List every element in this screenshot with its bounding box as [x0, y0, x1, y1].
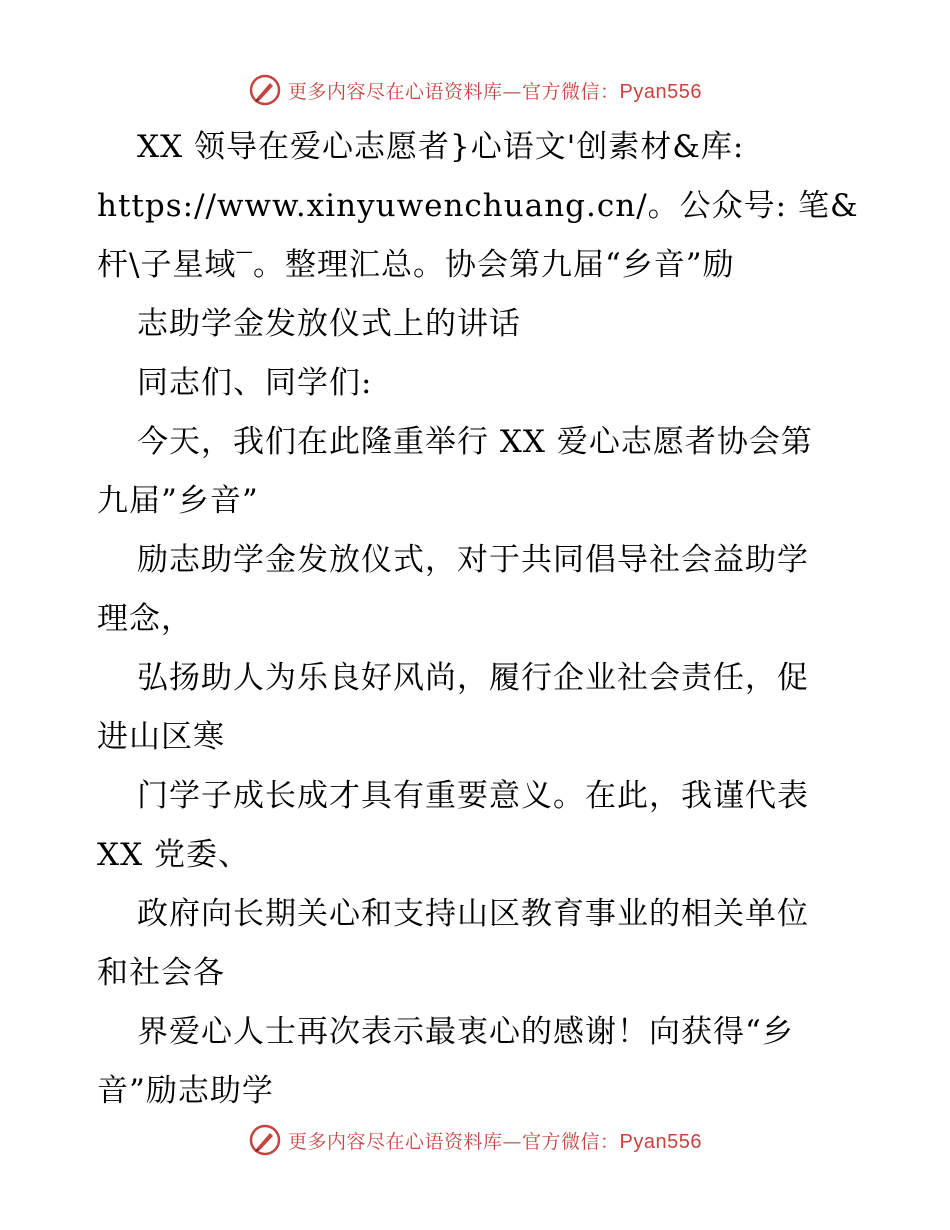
doc-line: 杆\子星域‾。整理汇总。协会第九届“乡音”励 — [97, 247, 735, 283]
doc-line: 弘扬助人为乐良好风尚，履行企业社会责任，促 — [137, 660, 809, 696]
banner-wechat-label: 官方微信： — [522, 80, 620, 103]
header-banner — [0, 70, 950, 110]
doc-line: 音”励志助学 — [97, 1073, 274, 1109]
doc-line: 门学子成长成才具有重要意义。在此，我谨代表 — [137, 778, 809, 814]
banner-wechat-label: 官方微信： — [522, 1130, 620, 1153]
doc-line: 九届”乡音” — [97, 483, 259, 519]
red-pen-circle-logo-icon — [248, 73, 282, 107]
doc-line: 理念， — [97, 601, 193, 637]
doc-line: 志助学金发放仪式上的讲话 — [137, 306, 521, 342]
doc-line: 今天，我们在此隆重举行 XX 爱心志愿者协会第 — [137, 424, 813, 460]
doc-line: 同志们、同学们: — [137, 365, 373, 401]
doc-line: 界爱心人士再次表示最衷心的感谢！向获得“乡 — [137, 1014, 794, 1050]
red-pen-circle-logo-icon — [248, 1123, 282, 1157]
banner-site-name: 更多内容尽在心语资料库 — [288, 1130, 503, 1153]
doc-line: 和社会各 — [97, 955, 225, 991]
doc-line: XX 领导在爱心志愿者}心语文'创素材&库: — [137, 129, 745, 165]
doc-line: XX 党委、 — [97, 837, 250, 873]
banner-text — [288, 77, 702, 104]
doc-line: 进山区寒 — [97, 719, 225, 755]
document-body — [97, 118, 867, 1121]
banner-site-name: 更多内容尽在心语资料库 — [288, 80, 503, 103]
banner-wechat-id: Pyan556 — [619, 80, 702, 103]
banner-separator: — — [502, 80, 523, 103]
footer-banner — [0, 1120, 950, 1160]
doc-line: 励志助学金发放仪式，对于共同倡导社会益助学 — [137, 542, 809, 578]
banner-wechat-id: Pyan556 — [619, 1130, 702, 1153]
doc-line: 政府向长期关心和支持山区教育事业的相关单位 — [137, 896, 809, 932]
doc-line: https://www.xinyuwenchuang.cn/。公众号: 笔& — [97, 188, 859, 224]
banner-text — [288, 1127, 702, 1154]
banner-separator: — — [502, 1130, 523, 1153]
